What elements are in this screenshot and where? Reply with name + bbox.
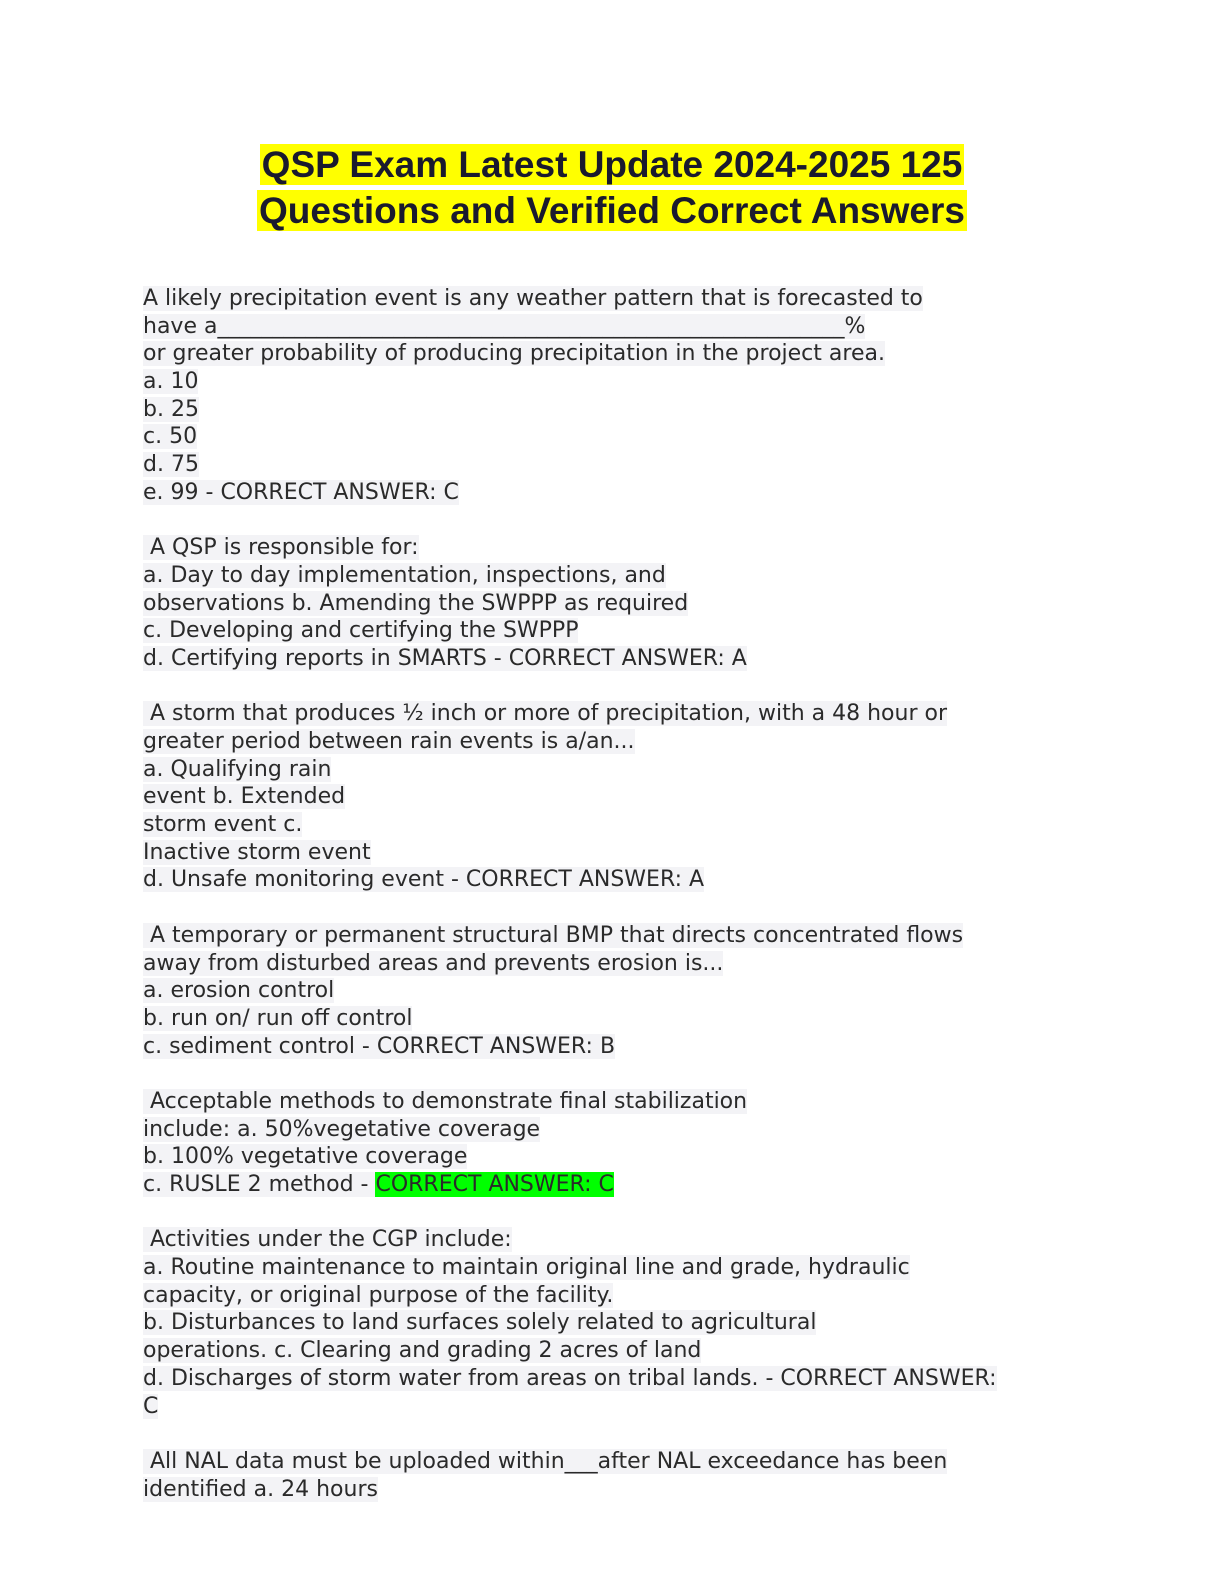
question-line [143, 562, 1103, 590]
title-line-1 [0, 142, 1224, 188]
question-line [143, 839, 1103, 867]
question-line-text: Inactive storm event [143, 839, 371, 865]
question-line [143, 977, 1103, 1005]
question-line [143, 340, 1103, 368]
question-line [143, 1476, 1103, 1504]
question-line [143, 728, 1103, 756]
question-line-text: A likely precipitation event is any weather pattern that is forecasted to [143, 286, 923, 311]
question-line-text: b. 25 [143, 396, 199, 422]
question-line [143, 1309, 1103, 1337]
question-line-text: a. Routine maintenance to maintain original line and grade, hydraulic [143, 1255, 910, 1281]
question-line-text: include: a. 50%vegetative coverage [143, 1116, 541, 1142]
question-line [143, 617, 1103, 645]
question-line-text: Activities under the CGP include: [143, 1227, 512, 1253]
question-line [143, 783, 1103, 811]
question-line [143, 1337, 1103, 1365]
question-block [143, 534, 1103, 672]
question-line [143, 534, 1103, 562]
question-line [143, 396, 1103, 424]
question-line [143, 590, 1103, 618]
question-line [143, 1116, 1103, 1144]
question-line-text: d. Certifying reports in SMARTS - CORRECT ANSWER: A [143, 645, 747, 671]
question-line-text: c. sediment control - CORRECT ANSWER: B [143, 1033, 616, 1059]
question-line-text: C [143, 1393, 159, 1419]
question-line-text: e. 99 - CORRECT ANSWER: C [143, 479, 459, 505]
question-line [143, 1033, 1103, 1061]
question-line [143, 922, 1103, 950]
question-block [143, 285, 1103, 507]
question-line-text: a. 10 [143, 369, 199, 395]
question-line [143, 1448, 1103, 1476]
question-line-text: event b. Extended [143, 784, 346, 810]
question-line-text: identified a. 24 hours [143, 1476, 378, 1502]
question-line [143, 1226, 1103, 1254]
question-line [143, 811, 1103, 839]
question-list [143, 285, 1103, 1531]
question-line-text: a. Day to day implementation, inspections, and [143, 562, 666, 588]
highlighted-answer: CORRECT ANSWER: C [375, 1172, 614, 1197]
question-line-text: d. Unsafe monitoring event - CORRECT ANSWER: A [143, 867, 705, 893]
question-line-text: capacity, or original purpose of the facility. [143, 1282, 614, 1308]
question-line [143, 1088, 1103, 1116]
question-line-text: Acceptable methods to demonstrate final stabilization [143, 1088, 748, 1114]
question-line-text: All NAL data must be uploaded within___after NAL exceedance has been [143, 1448, 948, 1474]
question-line [143, 1282, 1103, 1310]
question-line [143, 479, 1103, 507]
question-line-text: have a_________________________________________________________% [143, 313, 866, 339]
question-line [143, 756, 1103, 784]
question-block [143, 922, 1103, 1060]
question-line [143, 1365, 1103, 1393]
question-line [143, 700, 1103, 728]
question-line-text: d. 75 [143, 452, 199, 478]
question-line [143, 423, 1103, 451]
question-line-text: greater period between rain events is a/an... [143, 729, 635, 754]
question-block [143, 700, 1103, 894]
question-line-text: A QSP is responsible for: [143, 535, 419, 561]
question-line [143, 313, 1103, 341]
question-line-text: observations b. Amending the SWPPP as required [143, 590, 689, 616]
question-line-text: c. RUSLE 2 method - [143, 1172, 376, 1197]
question-line [143, 645, 1103, 673]
question-line [143, 1393, 1103, 1421]
question-line-text: d. Discharges of storm water from areas on tribal lands. - CORRECT ANSWER: [143, 1365, 997, 1391]
question-line [143, 1171, 1103, 1199]
question-line [143, 1005, 1103, 1033]
question-line-text: A storm that produces ½ inch or more of precipitation, with a 48 hour or [143, 701, 947, 727]
question-line-text: away from disturbed areas and prevents erosion is... [143, 950, 724, 976]
question-line-text: a. erosion control [143, 978, 335, 1004]
question-line [143, 285, 1103, 313]
question-line [143, 1143, 1103, 1171]
question-line [143, 451, 1103, 479]
question-line-text: or greater probability of producing precipitation in the project area. [143, 341, 885, 367]
question-line-text: b. 100% vegetative coverage [143, 1144, 468, 1170]
question-line-text: b. run on/ run off control [143, 1005, 413, 1031]
question-line-text: c. Developing and certifying the SWPPP [143, 618, 579, 644]
question-line-text: c. 50 [143, 424, 198, 450]
question-line-text: storm event c. [143, 812, 303, 838]
question-line [143, 950, 1103, 978]
question-line [143, 1254, 1103, 1282]
title-line-1-text: QSP Exam Latest Update 2024-2025 125 [261, 144, 963, 185]
question-line-text: A temporary or permanent structural BMP that directs concentrated flows [143, 922, 964, 948]
question-line [143, 368, 1103, 396]
title-line-2 [0, 188, 1224, 234]
title-line-2-text: Questions and Verified Correct Answers [259, 190, 965, 231]
question-block [143, 1448, 1103, 1503]
question-block [143, 1088, 1103, 1199]
question-line-text: b. Disturbances to land surfaces solely related to agricultural [143, 1310, 817, 1336]
document-title [0, 142, 1224, 234]
question-block [143, 1226, 1103, 1420]
question-line [143, 866, 1103, 894]
question-line-text: a. Qualifying rain [143, 756, 332, 782]
question-line-text: operations. c. Clearing and grading 2 acres of land [143, 1338, 702, 1364]
